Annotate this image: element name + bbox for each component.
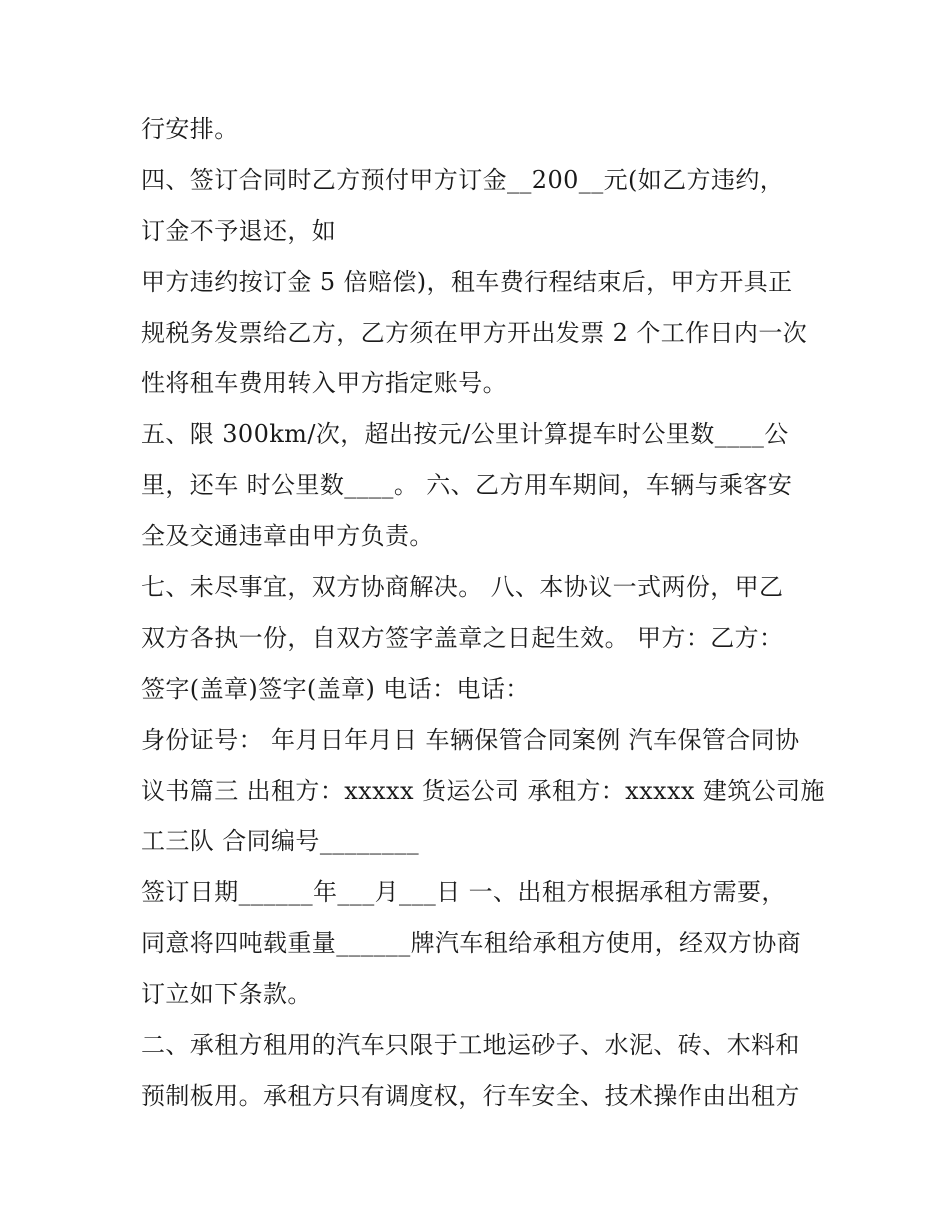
text-line: 身份证号： 年月日年月日 车辆保管合同案例 汽车保管合同协 (141, 725, 800, 754)
text-line: 行安排。 (141, 115, 239, 143)
text-line: 议书篇三 出租方：xxxxx 货运公司 承租方：xxxxx 建筑公司施 (141, 776, 825, 805)
text-line: 甲方违约按订金 5 倍赔偿)，租车费行程结束后，甲方开具正 (141, 267, 793, 296)
text-line: 订立如下条款。 (141, 980, 312, 1009)
text-line: 二、承租方租用的汽车只限于工地运砂子、水泥、砖、木料和 (141, 1031, 800, 1060)
text-line: 四、签订合同时乙方预付甲方订金__200__元(如乙方违约， (141, 165, 785, 194)
text-line: 五、限 300km/次，超出按元/公里计算提车时公里数____公 (141, 420, 789, 449)
document-body-text (141, 104, 841, 1122)
text-line: 规税务发票给乙方，乙方须在甲方开出发票 2 个工作日内一次 (141, 318, 808, 347)
text-line: 同意将四吨载重量______牌汽车租给承租方使用，经双方协商 (141, 929, 801, 958)
text-line: 签字(盖章)签字(盖章) 电话：电话： (141, 674, 530, 703)
text-line: 七、未尽事宜，双方协商解决。 八、本协议一式两份，甲乙 (141, 573, 784, 602)
text-line: 性将租车费用转入甲方指定账号。 (141, 369, 507, 398)
text-line: 订金不予退还，如 (141, 216, 337, 245)
text-line: 工三队 合同编号________ (141, 827, 420, 856)
text-line: 全及交通违章由甲方负责。 (141, 522, 434, 551)
text-line: 里，还车 时公里数____。 六、乙方用车期间，车辆与乘客安 (141, 471, 793, 500)
text-line: 预制板用。承租方只有调度权，行车安全、技术操作由出租方 (141, 1081, 800, 1110)
text-line: 双方各执一份，自双方签字盖章之日起生效。 甲方：乙方： (141, 623, 784, 652)
text-line: 签订日期______年___月___日 一、出租方根据承租方需要， (141, 878, 786, 907)
